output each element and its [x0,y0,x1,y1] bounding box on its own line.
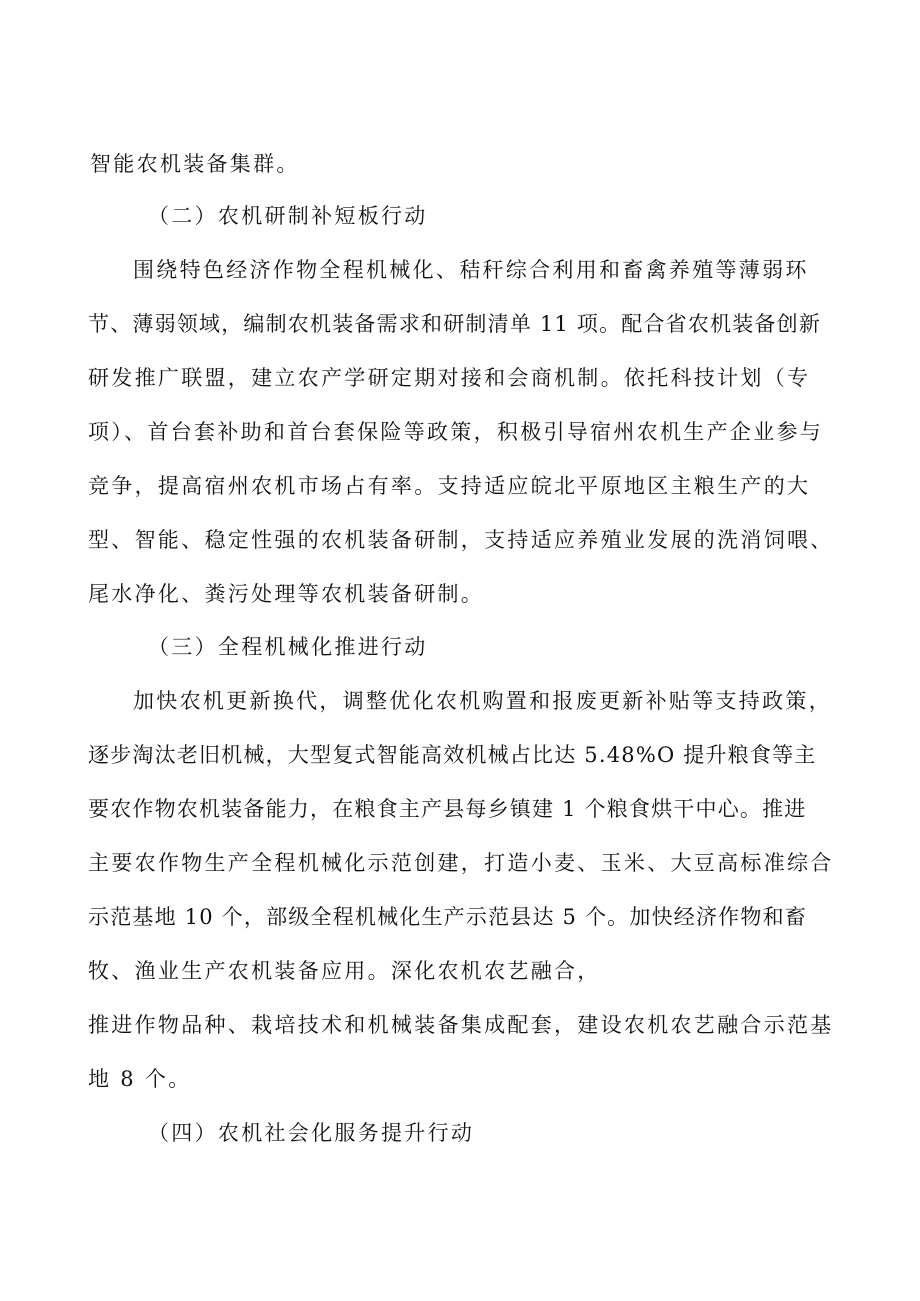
paragraph-line: 推进作物品种、栽培技术和机械装备集成配套，建设农机农艺融合示范基 [88,1013,834,1037]
paragraph-line: 型、智能、稳定性强的农机装备研制，支持适应养殖业发展的洗消饲喂、 [88,528,834,552]
paragraph-line: 节、薄弱领域，编制农机装备需求和研制清单 11 项。配合省农机装备创新 [88,312,822,336]
paragraph-line: 围绕特色经济作物全程机械化、秸秆综合利用和畜禽养殖等薄弱环 [133,258,809,282]
paragraph-line: 竞争，提高宿州农机市场占有率。支持适应皖北平原地区主粮生产的大 [88,474,811,498]
paragraph-line: 尾水净化、粪污处理等农机装备研制。 [88,582,485,606]
paragraph-line: 牧、渔业生产农机装备应用。深化农机农艺融合， [88,959,601,983]
paragraph-line: 研发推广联盟，建立农产学研定期对接和会商机制。依托科技计划（专 [88,366,811,390]
section-heading-3: （三）全程机械化推进行动 [148,635,428,659]
paragraph-line: 加快农机更新换代，调整优化农机购置和报废更新补贴等支持政策， [133,689,832,713]
paragraph-line: 逐步淘汰老旧机械，大型复式智能高效机械占比达 5.48%O 提升粮食等主 [88,743,817,767]
paragraph-line: 项）、首台套补助和首台套保险等政策，积极引导宿州农机生产企业参与 [88,420,824,444]
paragraph-tail: 智能农机装备集群。 [90,152,300,176]
paragraph-line: 主要农作物生产全程机械化示范创建，打造小麦、玉米、大豆高标准综合 [88,851,834,875]
section-heading-4: （四）农机社会化服务提升行动 [148,1121,475,1145]
paragraph-line: 要农作物农机装备能力，在粮食主产县每乡镇建 1 个粮食烘干中心。推进 [88,797,807,821]
paragraph-line: 地 8 个。 [88,1067,192,1091]
paragraph-line: 示范基地 10 个，部级全程机械化生产示范县达 5 个。加快经济作物和畜 [88,905,807,929]
section-heading-2: （二）农机研制补短板行动 [148,204,428,228]
